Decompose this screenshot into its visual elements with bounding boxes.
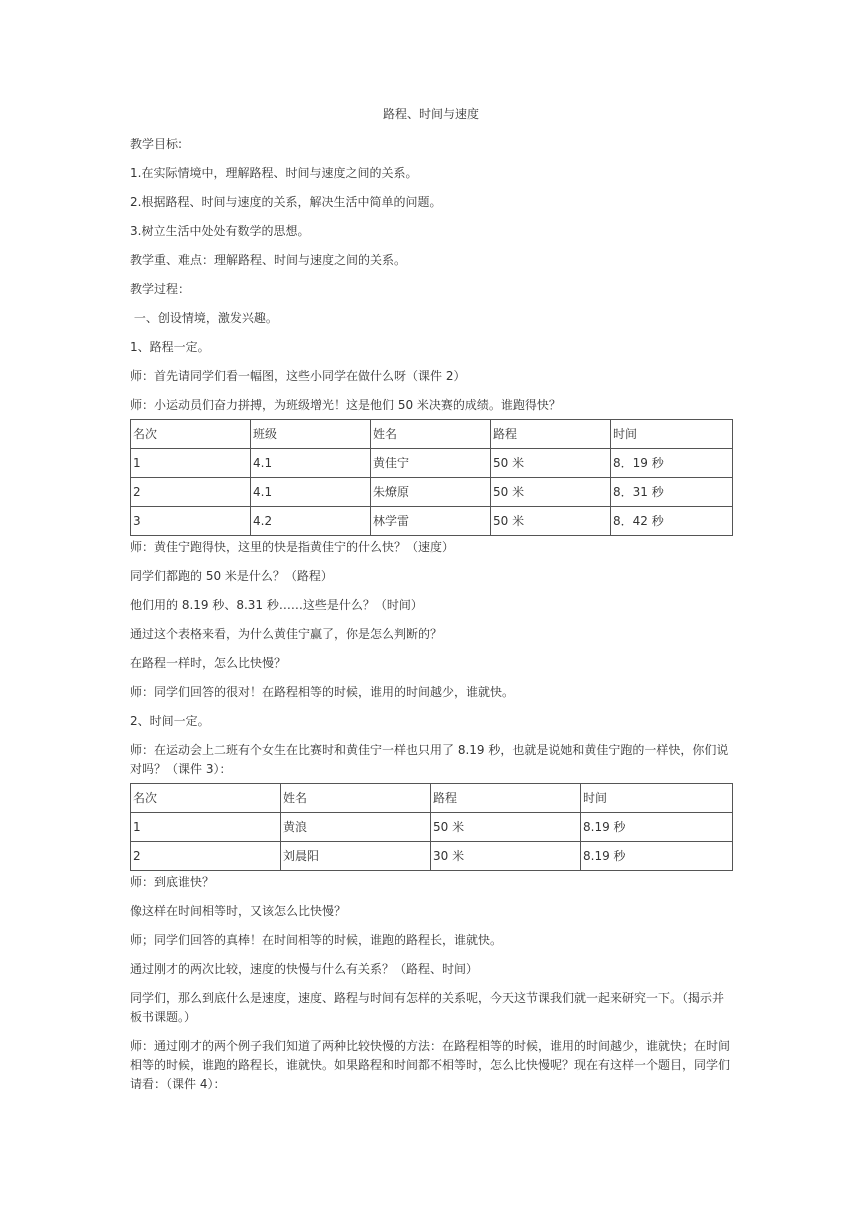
table-cell: 50 米 (431, 813, 581, 842)
paragraph: 1、路程一定。 (130, 340, 210, 354)
paragraph: 同学们都跑的 50 米是什么？（路程） (130, 569, 333, 583)
table-cell: 刘晨阳 (281, 842, 431, 871)
time-equal-table (130, 783, 733, 871)
table-header-cell: 姓名 (281, 784, 431, 813)
paragraph: 师：小运动员们奋力拼搏，为班级增光！这是他们 50 米决赛的成绩。谁跑得快？ (130, 398, 561, 412)
table-cell: 3 (131, 507, 251, 536)
paragraph: 教学目标: (130, 137, 183, 151)
paragraph: 师：同学们回答的很对！在路程相等的时候，谁用的时间越少，谁就快。 (130, 685, 515, 699)
table-row (131, 507, 733, 536)
section-discussion (130, 538, 732, 779)
section-conclusion (130, 873, 732, 1094)
table-cell: 朱燎原 (371, 478, 491, 507)
table-row (131, 813, 733, 842)
race-results-table (130, 419, 733, 536)
table-cell: 8．42 秒 (611, 507, 733, 536)
paragraph: 2、时间一定。 (130, 714, 210, 728)
table-row (131, 478, 733, 507)
paragraph: 师；同学们回答的真棒！在时间相等的时候，谁跑的路程长，谁就快。 (130, 933, 503, 947)
table-cell: 50 米 (491, 478, 611, 507)
paragraph: 通过这个表格来看，为什么黄佳宁赢了，你是怎么判断的？ (130, 627, 443, 641)
table-header-cell: 路程 (431, 784, 581, 813)
table-cell: 林学雷 (371, 507, 491, 536)
paragraph: 教学重、难点：理解路程、时间与速度之间的关系。 (130, 253, 407, 267)
table-header-cell: 姓名 (371, 420, 491, 449)
table-cell: 2 (131, 842, 281, 871)
table-header-cell: 路程 (491, 420, 611, 449)
paragraph: 1.在实际情境中，理解路程、时间与速度之间的关系。 (130, 166, 418, 180)
paragraph: 3.树立生活中处处有数学的思想。 (130, 224, 310, 238)
table-header-row (131, 420, 733, 449)
table-cell: 50 米 (491, 507, 611, 536)
table-cell: 8．19 秒 (611, 449, 733, 478)
table-cell: 30 米 (431, 842, 581, 871)
paragraph: 教学过程： (130, 282, 191, 296)
table-cell: 4.2 (251, 507, 371, 536)
paragraph: 一、创设情境，激发兴趣。 (130, 311, 278, 325)
table-header-cell: 时间 (581, 784, 733, 813)
table-cell: 8.19 秒 (581, 813, 733, 842)
table-header-cell: 时间 (611, 420, 733, 449)
paragraph: 师：通过刚才的两个例子我们知道了两种比较快慢的方法：在路程相等的时候，谁用的时间越少，谁就快；在时间相等的时候，谁跑的路程长，谁就快。如果路程和时间都不相等时，怎么比快慢呢？现在有这样一个题目，同学们请看：（课件 4）： (130, 1039, 731, 1091)
paragraph: 像这样在时间相等时，又该怎么比快慢？ (130, 904, 347, 918)
table-cell: 1 (131, 449, 251, 478)
table-header-row (131, 784, 733, 813)
paragraph: 师：黄佳宁跑得快，这里的快是指黄佳宁的什么快？（速度） (130, 540, 455, 554)
table-cell: 黄佳宁 (371, 449, 491, 478)
table-row (131, 449, 733, 478)
table-cell: 50 米 (491, 449, 611, 478)
paragraph: 通过刚才的两次比较，速度的快慢与什么有关系？（路程、时间） (130, 962, 479, 976)
table-cell: 4.1 (251, 478, 371, 507)
paragraph: 他们用的 8.19 秒、8.31 秒……这些是什么？（时间） (130, 598, 423, 612)
table-row (131, 842, 733, 871)
section-intro (130, 135, 732, 415)
table-header-cell: 班级 (251, 420, 371, 449)
paragraph: 同学们，那么到底什么是速度，速度、路程与时间有怎样的关系呢，今天这节课我们就一起来研究一下。（揭示并板书课题。） (130, 991, 725, 1024)
paragraph: 在路程一样时，怎么比快慢？ (130, 656, 287, 670)
table-cell: 8．31 秒 (611, 478, 733, 507)
document-title: 路程、时间与速度 (382, 107, 479, 121)
table-cell: 4.1 (251, 449, 371, 478)
table-cell: 2 (131, 478, 251, 507)
table-cell: 8.19 秒 (581, 842, 733, 871)
paragraph: 2.根据路程、时间与速度的关系，解决生活中简单的问题。 (130, 195, 442, 209)
paragraph: 师：首先请同学们看一幅图，这些小同学在做什么呀（课件 2） (130, 369, 466, 383)
paragraph: 师：到底谁快？ (130, 875, 215, 889)
table-cell: 1 (131, 813, 281, 842)
paragraph: 师：在运动会上二班有个女生在比赛时和黄佳宁一样也只用了 8.19 秒，也就是说她和黄佳宁跑的一样快，你们说对吗？（课件 3）： (130, 743, 729, 776)
document-page (130, 100, 732, 1104)
table-cell: 黄浪 (281, 813, 431, 842)
table-header-cell: 名次 (131, 784, 281, 813)
table-header-cell: 名次 (131, 420, 251, 449)
